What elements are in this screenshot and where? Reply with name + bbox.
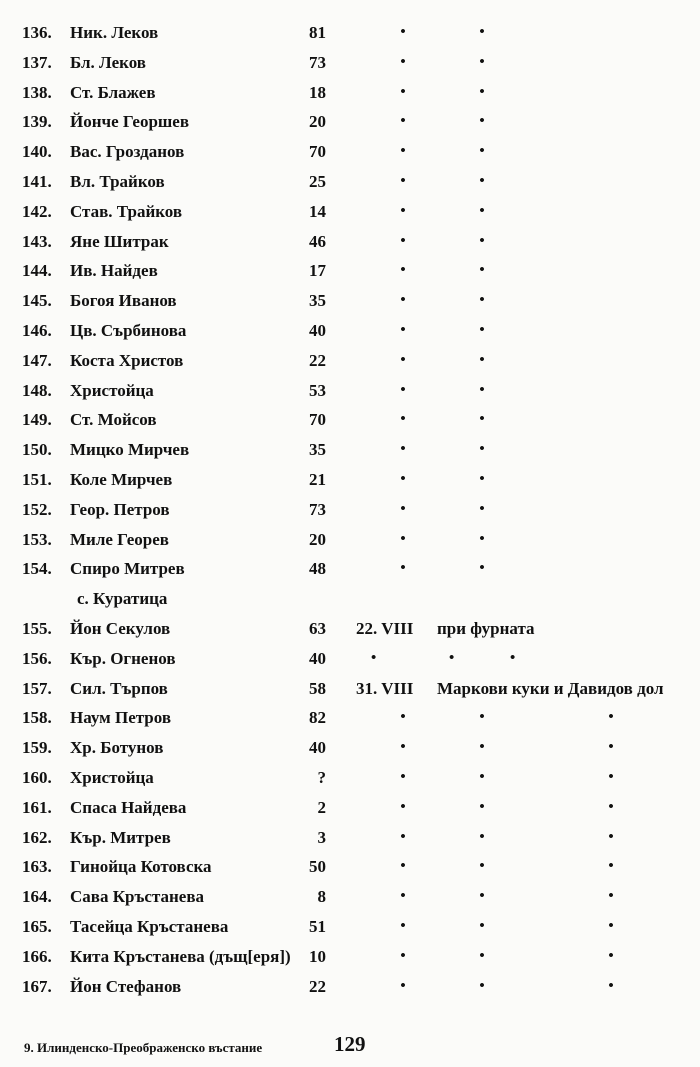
- entry-number: 137.: [22, 52, 52, 72]
- ditto-mark: •: [479, 798, 485, 815]
- entry-number: 165.: [22, 916, 52, 936]
- ditto-mark: •: [608, 739, 614, 756]
- ditto-mark: •: [479, 768, 485, 785]
- ditto-mark: •: [400, 530, 406, 547]
- person-age: 53: [309, 380, 326, 400]
- ditto-mark: •: [479, 143, 485, 160]
- ditto-mark: •: [608, 888, 614, 905]
- list-item: [0, 763, 700, 793]
- page-number: 129: [334, 1032, 366, 1056]
- person-age: 22: [309, 350, 326, 370]
- person-age: 35: [309, 291, 326, 311]
- list-item: [0, 435, 700, 465]
- ditto-mark: •: [479, 530, 485, 547]
- ditto-mark: •: [608, 977, 614, 994]
- ditto-mark: •: [479, 83, 485, 100]
- ditto-mark: •: [479, 500, 485, 517]
- person-name: Миле Георев: [70, 529, 169, 549]
- list-item: [0, 256, 700, 286]
- entry-number: 139.: [22, 112, 52, 132]
- person-name: Вл. Трайков: [70, 171, 165, 191]
- entry-number: 143.: [22, 231, 52, 251]
- person-age: 10: [309, 946, 326, 966]
- ditto-mark: •: [479, 709, 485, 726]
- entry-number: 156.: [22, 648, 52, 668]
- entry-number: 164.: [22, 887, 52, 907]
- ditto-mark: •: [400, 202, 406, 219]
- ditto-mark: •: [479, 381, 485, 398]
- ditto-mark: •: [400, 888, 406, 905]
- entry-number: 142.: [22, 201, 52, 221]
- ditto-mark: •: [400, 411, 406, 428]
- person-name: Мицко Мирчев: [70, 440, 190, 460]
- entry-number: 159.: [22, 738, 52, 758]
- list-item: [0, 316, 700, 346]
- ditto-mark: •: [479, 351, 485, 368]
- ditto-mark: •: [400, 143, 406, 160]
- person-age: 70: [309, 142, 326, 162]
- person-name: Геор. Петров: [70, 499, 170, 519]
- ditto-mark: •: [400, 381, 406, 398]
- entry-number: 155.: [22, 618, 52, 638]
- ditto-mark: •: [400, 977, 406, 994]
- person-name: Ив. Найдев: [70, 261, 158, 281]
- person-age: 35: [309, 440, 326, 460]
- entry-number: 167.: [22, 976, 52, 996]
- ditto-mark: •: [608, 709, 614, 726]
- list-item: [0, 882, 700, 912]
- person-age: 22: [309, 976, 326, 996]
- ditto-mark: •: [400, 292, 406, 309]
- person-age: 73: [309, 499, 326, 519]
- ditto-mark: •: [479, 172, 485, 189]
- person-name: Сава Кръстанева: [70, 887, 205, 907]
- person-age: 82: [309, 708, 326, 728]
- person-name: Йон Стефанов: [70, 976, 182, 996]
- person-age: 51: [309, 916, 326, 936]
- ditto-mark: •: [479, 858, 485, 875]
- person-age: 40: [309, 648, 326, 668]
- entry-number: 157.: [22, 678, 52, 698]
- person-age: 40: [309, 738, 326, 758]
- ditto-mark: •: [400, 24, 406, 40]
- entry-number: 147.: [22, 350, 52, 370]
- ditto-mark: •: [400, 351, 406, 368]
- ditto-mark: •: [400, 739, 406, 756]
- list-item: [0, 48, 700, 78]
- person-age: 2: [317, 797, 326, 817]
- list-item: [0, 644, 700, 674]
- ditto-mark: •: [479, 977, 485, 994]
- list-item: [0, 852, 700, 882]
- entry-number: 141.: [22, 171, 52, 191]
- ditto-mark: •: [608, 828, 614, 845]
- ditto-mark: •: [479, 232, 485, 249]
- entry-number: 146.: [22, 320, 52, 340]
- death-place: при фурната: [437, 618, 535, 638]
- person-name: Гинойца Котовска: [70, 857, 212, 877]
- ditto-mark: •: [479, 292, 485, 309]
- entry-number: 160.: [22, 767, 52, 787]
- entry-number: 161.: [22, 797, 52, 817]
- book-reference: 9. Илинденско-Преображенско въстание: [24, 1040, 263, 1055]
- person-name: Ник. Леков: [70, 23, 159, 42]
- ditto-mark: •: [400, 858, 406, 875]
- list-item: [0, 703, 700, 733]
- ditto-mark: •: [479, 262, 485, 279]
- person-name: Йон Секулов: [70, 618, 171, 638]
- village-heading: с. Куратица: [77, 589, 168, 609]
- list-item: [0, 525, 700, 555]
- person-name: Наум Петров: [70, 708, 172, 728]
- person-name: Спиро Митрев: [70, 559, 185, 579]
- person-age: 25: [309, 171, 326, 191]
- ditto-mark: •: [400, 917, 406, 934]
- ditto-mark: •: [400, 709, 406, 726]
- person-name: Бл. Леков: [70, 52, 146, 72]
- victims-list: [0, 18, 700, 1001]
- person-age: 14: [309, 201, 326, 221]
- ditto-mark: •: [479, 739, 485, 756]
- person-name: Кър. Огненов: [70, 648, 176, 668]
- entry-number: 136.: [22, 23, 52, 42]
- ditto-mark: •: [371, 649, 377, 666]
- person-name: Тасейца Кръстанева: [70, 916, 229, 936]
- ditto-mark: •: [400, 441, 406, 458]
- list-item: [0, 167, 700, 197]
- list-item: [0, 227, 700, 257]
- person-age: 8: [317, 887, 326, 907]
- ditto-mark: •: [479, 321, 485, 338]
- list-item: [0, 733, 700, 763]
- person-name: Став. Трайков: [70, 201, 183, 221]
- ditto-mark: •: [479, 917, 485, 934]
- person-age: 63: [309, 618, 326, 638]
- entry-number: 140.: [22, 142, 52, 162]
- entry-number: 153.: [22, 529, 52, 549]
- person-age: 17: [309, 261, 326, 281]
- ditto-mark: •: [479, 470, 485, 487]
- ditto-mark: •: [479, 947, 485, 964]
- ditto-mark: •: [400, 768, 406, 785]
- person-name: Кър. Митрев: [70, 827, 171, 847]
- person-age: 21: [309, 469, 326, 489]
- death-place: Маркови куки и Давидов дол: [437, 678, 664, 698]
- list-item: [0, 972, 700, 1002]
- list-item: [0, 614, 700, 644]
- person-name: Яне Шитрак: [70, 231, 169, 251]
- person-name: Христойца: [70, 767, 154, 787]
- person-age: 48: [309, 559, 326, 579]
- death-date: 31. VIII: [356, 678, 414, 698]
- ditto-mark: •: [608, 947, 614, 964]
- ditto-mark: •: [400, 262, 406, 279]
- person-age: 46: [309, 231, 326, 251]
- ditto-mark: •: [510, 649, 516, 666]
- ditto-mark: •: [400, 113, 406, 130]
- person-name: Христойца: [70, 380, 154, 400]
- entry-number: 154.: [22, 559, 52, 579]
- ditto-mark: •: [400, 500, 406, 517]
- entry-number: 162.: [22, 827, 52, 847]
- list-item: [0, 78, 700, 108]
- ditto-mark: •: [400, 470, 406, 487]
- person-name: Коле Мирчев: [70, 469, 173, 489]
- person-age: 58: [309, 678, 326, 698]
- list-item: [0, 465, 700, 495]
- entry-number: 138.: [22, 82, 52, 102]
- entry-number: 166.: [22, 946, 52, 966]
- ditto-mark: •: [608, 798, 614, 815]
- list-item: [0, 107, 700, 137]
- ditto-mark: •: [400, 798, 406, 815]
- person-age: 50: [309, 857, 326, 877]
- ditto-mark: •: [400, 232, 406, 249]
- person-name: Коста Христов: [70, 350, 184, 370]
- person-name: Ст. Блажев: [70, 82, 156, 102]
- list-item: [0, 912, 700, 942]
- ditto-mark: •: [400, 828, 406, 845]
- entry-number: 149.: [22, 410, 52, 430]
- ditto-mark: •: [400, 83, 406, 100]
- person-name: Йонче Георшев: [70, 112, 189, 132]
- person-age: 20: [309, 529, 326, 549]
- person-age: 81: [309, 23, 326, 42]
- list-item: [0, 554, 700, 584]
- list-item: [0, 376, 700, 406]
- ditto-mark: •: [479, 113, 485, 130]
- ditto-mark: •: [479, 411, 485, 428]
- ditto-mark: •: [400, 947, 406, 964]
- entry-number: 163.: [22, 857, 52, 877]
- ditto-mark: •: [400, 321, 406, 338]
- list-item: [0, 942, 700, 972]
- list-item: [0, 495, 700, 525]
- person-name: Богоя Иванов: [70, 291, 177, 311]
- list-item: [0, 823, 700, 853]
- list-item: [0, 197, 700, 227]
- person-name: Сил. Търпов: [70, 678, 168, 698]
- list-item: [0, 405, 700, 435]
- ditto-mark: •: [479, 828, 485, 845]
- ditto-mark: •: [608, 917, 614, 934]
- person-name: Хр. Ботунов: [70, 738, 164, 758]
- person-age: 20: [309, 112, 326, 132]
- person-age: 73: [309, 52, 326, 72]
- list-item: [0, 346, 700, 376]
- ditto-mark: •: [608, 858, 614, 875]
- list-item: [0, 137, 700, 167]
- entry-number: 152.: [22, 499, 52, 519]
- ditto-mark: •: [400, 560, 406, 577]
- ditto-mark: •: [449, 649, 455, 666]
- entry-number: 158.: [22, 708, 52, 728]
- entry-number: 151.: [22, 469, 52, 489]
- entry-number: 150.: [22, 440, 52, 460]
- village-heading-row: [0, 584, 700, 614]
- death-date: 22. VIII: [356, 618, 414, 638]
- person-age: ?: [317, 767, 326, 787]
- person-age: 40: [309, 320, 326, 340]
- ditto-mark: •: [479, 560, 485, 577]
- list-item: [0, 286, 700, 316]
- list-item: [0, 793, 700, 823]
- person-name: Кита Кръстанева (дъщ[еря]): [70, 946, 291, 966]
- ditto-mark: •: [479, 888, 485, 905]
- person-age: 3: [317, 827, 326, 847]
- entry-number: 148.: [22, 380, 52, 400]
- ditto-mark: •: [400, 172, 406, 189]
- ditto-mark: •: [479, 24, 485, 40]
- person-name: Ст. Мойсов: [70, 410, 157, 430]
- ditto-mark: •: [400, 53, 406, 70]
- list-item: [0, 674, 700, 704]
- person-name: Вас. Грозданов: [70, 142, 185, 162]
- ditto-mark: •: [479, 202, 485, 219]
- ditto-mark: •: [608, 768, 614, 785]
- entry-number: 145.: [22, 291, 52, 311]
- list-item: [0, 18, 700, 48]
- person-age: 18: [309, 82, 326, 102]
- person-name: Цв. Сърбинова: [70, 320, 187, 340]
- person-name: Спаса Найдева: [70, 797, 187, 817]
- ditto-mark: •: [479, 441, 485, 458]
- person-age: 70: [309, 410, 326, 430]
- entry-number: 144.: [22, 261, 52, 281]
- ditto-mark: •: [479, 53, 485, 70]
